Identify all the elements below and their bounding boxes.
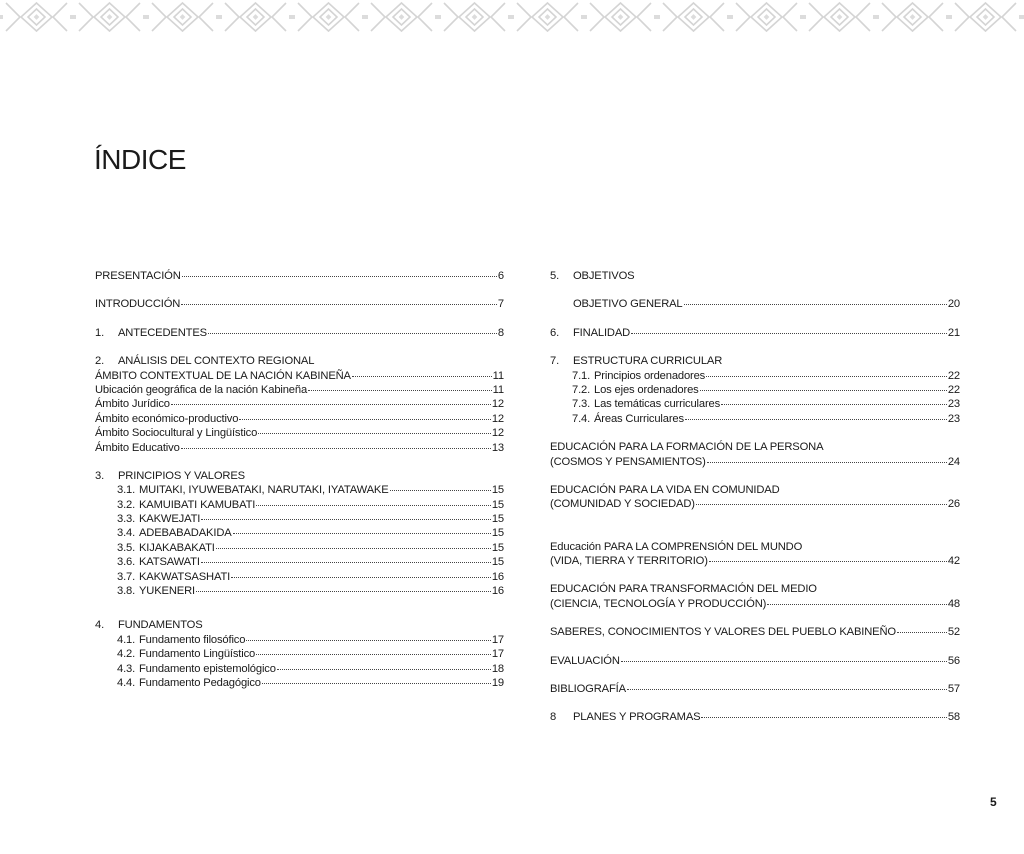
toc-entry-label: Los ejes ordenadores xyxy=(594,383,699,396)
toc-entry-number: 3.4. xyxy=(117,527,136,540)
toc-entry-label: Áreas Curriculares xyxy=(594,412,684,425)
toc-entry-page: 16 xyxy=(491,570,504,583)
toc-entry[interactable] xyxy=(550,397,960,411)
toc-entry[interactable] xyxy=(95,512,504,526)
toc-entry-label: Ubicación geográfica de la nación Kabineña xyxy=(95,383,308,396)
dot-leader xyxy=(706,376,947,377)
toc-entry-number: 7.1. xyxy=(572,369,591,382)
toc-entry-page: 57 xyxy=(947,683,960,696)
toc-entry-page: 52 xyxy=(947,626,960,639)
toc-entry-label: PLANES Y PROGRAMAS xyxy=(573,711,701,724)
toc-entry-number: 2. xyxy=(95,355,105,368)
dot-leader xyxy=(700,390,947,391)
toc-entry-label: ESTRUCTURA CURRICULAR xyxy=(573,355,723,368)
toc-entry-number: 4.3. xyxy=(117,662,136,675)
toc-entry[interactable] xyxy=(550,483,960,497)
toc-entry[interactable] xyxy=(95,633,504,647)
toc-entry-label: MUITAKI, IYUWEBATAKI, NARUTAKI, IYATAWAKE xyxy=(139,484,389,497)
toc-entry-page: 17 xyxy=(491,648,504,661)
dot-leader xyxy=(627,689,947,690)
toc-entry-page: 24 xyxy=(947,455,960,468)
toc-entry-page: 22 xyxy=(947,369,960,382)
dot-leader xyxy=(201,519,491,520)
toc-entry-label: Las temáticas curriculares xyxy=(594,398,721,411)
toc-entry-label: EVALUACIÓN xyxy=(550,654,620,667)
toc-entry-label: (VIDA, TIERRA Y TERRITORIO) xyxy=(550,555,708,568)
toc-entry-label: OBJETIVO GENERAL xyxy=(573,298,683,311)
toc-entry-number: 7.3. xyxy=(572,398,591,411)
toc-entry-label: INTRODUCCIÓN xyxy=(95,298,181,311)
dot-leader xyxy=(201,562,491,563)
toc-entry[interactable] xyxy=(95,397,504,411)
toc-entry[interactable] xyxy=(550,540,960,554)
toc-entry-page: 23 xyxy=(947,412,960,425)
toc-entry-label: Fundamento Lingüístico xyxy=(139,648,256,661)
toc-entry-number: 4.4. xyxy=(117,676,136,689)
toc-entry[interactable] xyxy=(95,570,504,584)
toc-entry[interactable] xyxy=(95,584,504,598)
toc-entry-page: 16 xyxy=(491,585,504,598)
toc-entry[interactable] xyxy=(550,455,960,469)
toc-entry[interactable] xyxy=(550,497,960,511)
toc-entry[interactable] xyxy=(95,354,504,368)
toc-entry-label: Ámbito Sociocultural y Lingüístico xyxy=(95,427,258,440)
toc-entry-label: PRESENTACIÓN xyxy=(95,270,181,282)
toc-entry-number: 7.2. xyxy=(572,383,591,396)
dot-leader xyxy=(352,376,492,377)
dot-leader xyxy=(684,304,947,305)
toc-entry-number: 3.1. xyxy=(117,484,136,497)
dot-leader xyxy=(256,505,491,506)
toc-entry-number: 3. xyxy=(95,469,105,482)
dot-leader xyxy=(262,683,491,684)
toc-entry-label: Ámbito económico-productivo xyxy=(95,412,239,425)
toc-entry-page: 42 xyxy=(947,555,960,568)
toc-entry-page: 20 xyxy=(947,298,960,311)
toc-entry-page: 12 xyxy=(491,427,504,440)
toc-entry-label: Educación PARA LA COMPRENSIÓN DEL MUNDO xyxy=(550,540,803,553)
dot-leader xyxy=(707,462,947,463)
toc-entry-number: 3.6. xyxy=(117,556,136,569)
toc-entry-page: 56 xyxy=(947,654,960,667)
toc-entry-page: 11 xyxy=(492,369,504,382)
toc-entry-label: SABERES, CONOCIMIENTOS Y VALORES DEL PUEBLO KABINEÑO xyxy=(550,626,896,639)
toc-entry[interactable] xyxy=(550,710,960,724)
toc-entry-number: 3.7. xyxy=(117,570,136,583)
toc-entry-page: 7 xyxy=(497,298,504,311)
toc-entry-number: 3.3. xyxy=(117,513,136,526)
toc-entry-label: KIJAKABAKATI xyxy=(139,541,215,554)
toc-entry[interactable] xyxy=(550,326,960,340)
toc-entry-page: 15 xyxy=(491,498,504,511)
toc-entry-page: 15 xyxy=(491,513,504,526)
toc-entry-label: Fundamento epistemológico xyxy=(139,662,276,675)
dot-leader xyxy=(685,419,947,420)
toc-entry[interactable] xyxy=(550,369,960,383)
toc-entry-number: 1. xyxy=(95,326,105,339)
toc-entry-number: 7.4. xyxy=(572,412,591,425)
toc-entry-label: Ámbito Educativo xyxy=(95,441,180,454)
page-title: ÍNDICE xyxy=(94,144,186,175)
toc-entry-label: Fundamento Pedagógico xyxy=(139,676,261,689)
toc-entry-number: 4.1. xyxy=(117,633,136,646)
toc-right-column xyxy=(550,269,960,725)
toc-entry-number: 5. xyxy=(550,270,560,282)
toc-entry-label: Principios ordenadores xyxy=(594,369,706,382)
toc-entry-page: 26 xyxy=(947,498,960,511)
toc-entry-number: 4.2. xyxy=(117,648,136,661)
toc-entry-label: ÁMBITO CONTEXTUAL DE LA NACIÓN KABINEÑA xyxy=(95,369,351,382)
toc-entry-label: KAKWATSASHATI xyxy=(139,570,231,583)
toc-entry[interactable] xyxy=(550,597,960,611)
toc-entry-number: 3.2. xyxy=(117,498,136,511)
toc-entry-label: KATSAWATI xyxy=(139,556,200,569)
toc-entry[interactable] xyxy=(95,269,504,283)
toc-entry-page: 13 xyxy=(491,441,504,454)
toc-entry-number: 3.5. xyxy=(117,541,136,554)
toc-entry[interactable] xyxy=(95,297,504,311)
toc-entry-label: (COSMOS Y PENSAMIENTOS) xyxy=(550,455,706,468)
dot-leader xyxy=(897,632,947,633)
dot-leader xyxy=(709,561,947,562)
decorative-border-pattern xyxy=(0,0,1024,34)
toc-entry-label: BIBLIOGRAFÍA xyxy=(550,683,626,696)
toc-entry[interactable] xyxy=(95,326,504,340)
toc-entry-page: 6 xyxy=(497,270,504,282)
toc-entry-label: FUNDAMENTOS xyxy=(118,619,203,632)
toc-entry-page: 8 xyxy=(497,326,504,339)
toc-entry[interactable] xyxy=(550,269,960,283)
toc-entry-page: 21 xyxy=(947,326,960,339)
toc-entry[interactable] xyxy=(550,582,960,596)
toc-entry[interactable] xyxy=(550,297,960,311)
toc-entry-label: FINALIDAD xyxy=(573,326,631,339)
toc-entry-label: EDUCACIÓN PARA LA VIDA EN COMUNIDAD xyxy=(550,483,780,496)
toc-entry[interactable] xyxy=(550,412,960,426)
toc-entry-label: KAMUIBATI KAMUBATI xyxy=(139,498,256,511)
toc-entry[interactable] xyxy=(95,441,504,455)
toc-entry-number: 8 xyxy=(550,711,557,724)
toc-entry-page: 23 xyxy=(947,398,960,411)
dot-leader xyxy=(196,591,491,592)
toc-entry-page: 58 xyxy=(947,711,960,724)
toc-left-column xyxy=(95,269,504,690)
toc-entry-page: 12 xyxy=(491,398,504,411)
toc-entry-label: (CIENCIA, TECNOLOGÍA Y PRODUCCIÓN) xyxy=(550,597,767,610)
toc-entry[interactable] xyxy=(95,676,504,690)
toc-entry-label: OBJETIVOS xyxy=(573,270,635,282)
toc-entry[interactable] xyxy=(550,682,960,696)
dot-leader xyxy=(696,504,947,505)
toc-entry-label: ANTECEDENTES xyxy=(118,326,207,339)
dot-leader xyxy=(181,448,491,449)
toc-entry[interactable] xyxy=(95,541,504,555)
dot-leader xyxy=(233,533,491,534)
toc-entry[interactable] xyxy=(95,469,504,483)
toc-entry-label: Fundamento filosófico xyxy=(139,633,246,646)
toc-entry[interactable] xyxy=(95,426,504,440)
dot-leader xyxy=(721,404,947,405)
dot-leader xyxy=(181,304,497,305)
toc-entry-number: 7. xyxy=(550,355,560,368)
dot-leader xyxy=(701,717,946,718)
dot-leader xyxy=(308,390,492,391)
toc-entry[interactable] xyxy=(550,654,960,668)
page-number: 5 xyxy=(990,795,997,809)
toc-entry-page: 22 xyxy=(947,383,960,396)
dot-leader xyxy=(216,548,491,549)
toc-entry[interactable] xyxy=(95,662,504,676)
toc-entry-number: 6. xyxy=(550,326,560,339)
dot-leader xyxy=(231,577,491,578)
toc-entry-label: PRINCIPIOS Y VALORES xyxy=(118,469,245,482)
toc-entry[interactable] xyxy=(95,498,504,512)
toc-entry[interactable] xyxy=(550,383,960,397)
dot-leader xyxy=(256,654,491,655)
dot-leader xyxy=(277,669,491,670)
toc-entry-page: 15 xyxy=(491,556,504,569)
toc-entry-label: ADEBABADAKIDA xyxy=(139,527,232,540)
toc-entry-label: EDUCACIÓN PARA TRANSFORMACIÓN DEL MEDIO xyxy=(550,583,817,596)
dot-leader xyxy=(767,604,947,605)
toc-entry-number: 4. xyxy=(95,619,105,632)
dot-leader xyxy=(631,333,947,334)
toc-entry[interactable] xyxy=(95,483,504,497)
toc-entry-page: 17 xyxy=(491,633,504,646)
dot-leader xyxy=(239,419,491,420)
toc-entry[interactable] xyxy=(95,647,504,661)
toc-entry[interactable] xyxy=(95,526,504,540)
toc-entry-label: ANÁLISIS DEL CONTEXTO REGIONAL xyxy=(118,355,315,368)
dot-leader xyxy=(182,276,497,277)
toc-entry[interactable] xyxy=(95,412,504,426)
toc-entry-label: (COMUNIDAD Y SOCIEDAD) xyxy=(550,498,695,511)
toc-entry-page: 18 xyxy=(491,662,504,675)
toc-entry[interactable] xyxy=(550,554,960,568)
toc-entry-page: 48 xyxy=(947,597,960,610)
dot-leader xyxy=(621,661,947,662)
toc-entry[interactable] xyxy=(550,440,960,454)
dot-leader xyxy=(258,433,491,434)
dot-leader xyxy=(246,640,491,641)
toc-entry[interactable] xyxy=(95,618,504,632)
dot-leader xyxy=(208,333,497,334)
toc-entry-page: 15 xyxy=(491,527,504,540)
toc-entry-label: KAKWEJATI xyxy=(139,513,201,526)
toc-entry[interactable] xyxy=(95,555,504,569)
toc-entry-label: EDUCACIÓN PARA LA FORMACIÓN DE LA PERSONA xyxy=(550,441,824,454)
toc-entry[interactable] xyxy=(550,354,960,368)
toc-entry-page: 11 xyxy=(492,383,504,396)
toc-entry[interactable] xyxy=(550,625,960,639)
toc-entry-label: YUKENERI xyxy=(139,585,195,598)
toc-entry[interactable] xyxy=(95,383,504,397)
toc-entry-number: 3.8. xyxy=(117,585,136,598)
toc-entry-page: 12 xyxy=(491,412,504,425)
toc-entry-page: 19 xyxy=(491,676,504,689)
toc-entry-page: 15 xyxy=(491,484,504,497)
dot-leader xyxy=(171,404,491,405)
toc-entry-label: Ámbito Jurídico xyxy=(95,398,170,411)
toc-entry-page: 15 xyxy=(491,541,504,554)
toc-entry[interactable] xyxy=(95,369,504,383)
dot-leader xyxy=(390,490,491,491)
